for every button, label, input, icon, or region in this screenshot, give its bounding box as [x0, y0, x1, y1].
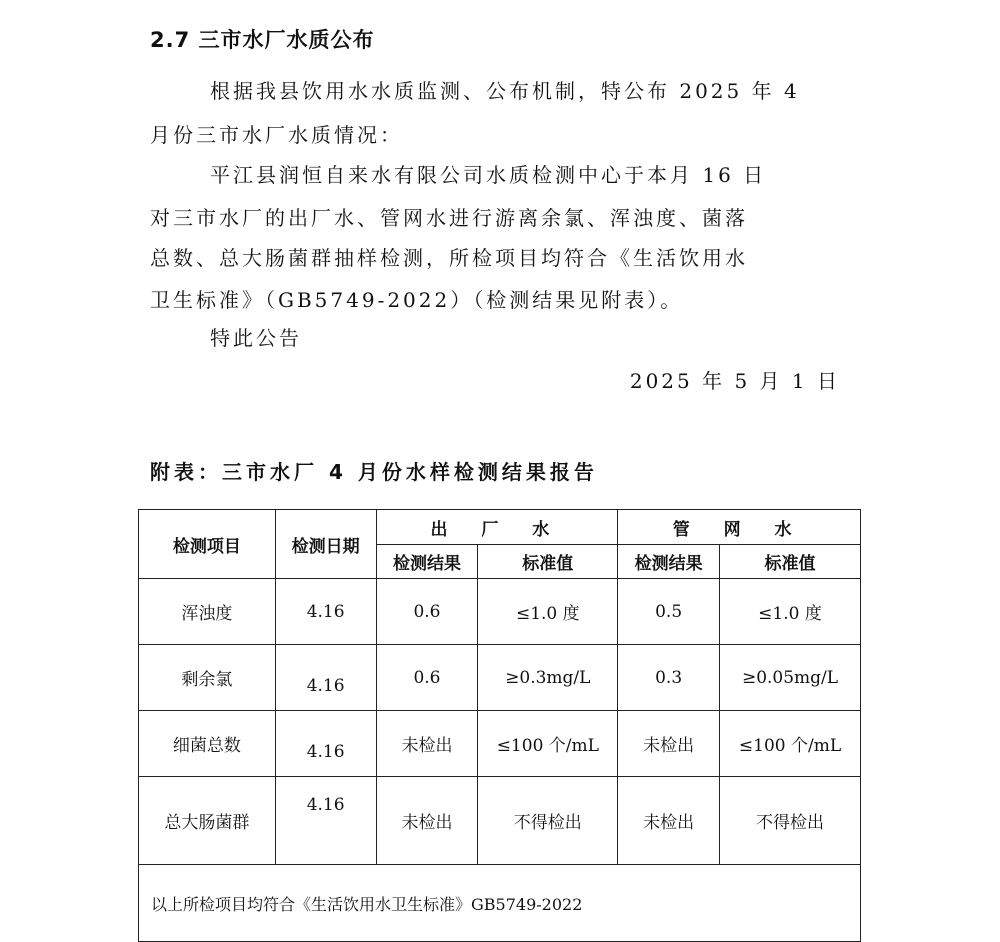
- header-factory-result: 检测结果: [376, 545, 478, 579]
- table-row: [139, 645, 861, 711]
- cell-item: 细菌总数: [139, 711, 276, 777]
- cell-date-text: 4.16: [306, 675, 345, 696]
- header-network-standard: 标准值: [720, 545, 861, 579]
- cell-date: 4.16: [275, 579, 376, 645]
- header-network-result: 检测结果: [618, 545, 720, 579]
- cell-network-standard: ≥0.05mg/L: [720, 645, 861, 711]
- cell-date-text: 4.16: [306, 741, 345, 762]
- table-row: [139, 777, 861, 865]
- body-line-1: 平江县润恒自来水有限公司水质检测中心于本月 16 日: [210, 163, 767, 187]
- cell-date: [275, 645, 376, 711]
- cell-network-result: 未检出: [618, 777, 720, 865]
- table-title: 附表：三市水厂 4 月份水样检测结果报告: [150, 460, 598, 484]
- cell-date: [275, 711, 376, 777]
- header-factory-standard: 标准值: [478, 545, 618, 579]
- announcement-date: 2025 年 5 月 1 日: [629, 369, 840, 393]
- closing-text: 特此公告: [210, 326, 302, 350]
- cell-item: 浑浊度: [139, 579, 276, 645]
- cell-factory-standard: 不得检出: [478, 777, 618, 865]
- intro-line-2: 月份三市水厂水质情况：: [150, 123, 403, 147]
- cell-network-result: 未检出: [618, 711, 720, 777]
- header-network-water: 管 网 水: [618, 510, 861, 545]
- section-title: 2.7 三市水厂水质公布: [150, 28, 375, 52]
- cell-network-standard: 不得检出: [720, 777, 861, 865]
- body-line-3: 总数、总大肠菌群抽样检测，所检项目均符合《生活饮用水: [150, 246, 748, 270]
- cell-network-result: 0.5: [618, 579, 720, 645]
- cell-item: 剩余氯: [139, 645, 276, 711]
- cell-network-standard: ≤1.0 度: [720, 579, 861, 645]
- cell-item: 总大肠菌群: [139, 777, 276, 865]
- cell-date: 4.16: [275, 777, 376, 865]
- table-row: [139, 711, 861, 777]
- cell-factory-result: 未检出: [376, 777, 478, 865]
- body-line-2: 对三市水厂的出厂水、管网水进行游离余氯、浑浊度、菌落: [150, 206, 748, 230]
- cell-factory-result: 0.6: [376, 579, 478, 645]
- table-footer-note: 以上所检项目均符合《生活饮用水卫生标准》GB5749-2022: [139, 865, 861, 942]
- cell-factory-standard: ≤100 个/mL: [478, 711, 618, 777]
- results-table: [138, 509, 861, 942]
- body-line-4: 卫生标准》（GB5749-2022）（检测结果见附表）。: [150, 288, 684, 312]
- header-item: 检测项目: [139, 510, 276, 579]
- cell-network-standard: ≤100 个/mL: [720, 711, 861, 777]
- cell-factory-result: 未检出: [376, 711, 478, 777]
- intro-line-1: 根据我县饮用水水质监测、公布机制，特公布 2025 年 4: [210, 79, 800, 103]
- header-factory-water: 出 厂 水: [376, 510, 618, 545]
- cell-factory-result: 0.6: [376, 645, 478, 711]
- cell-factory-standard: ≥0.3mg/L: [478, 645, 618, 711]
- header-date: 检测日期: [275, 510, 376, 579]
- cell-network-result: 0.3: [618, 645, 720, 711]
- cell-factory-standard: ≤1.0 度: [478, 579, 618, 645]
- table-row: [139, 579, 861, 645]
